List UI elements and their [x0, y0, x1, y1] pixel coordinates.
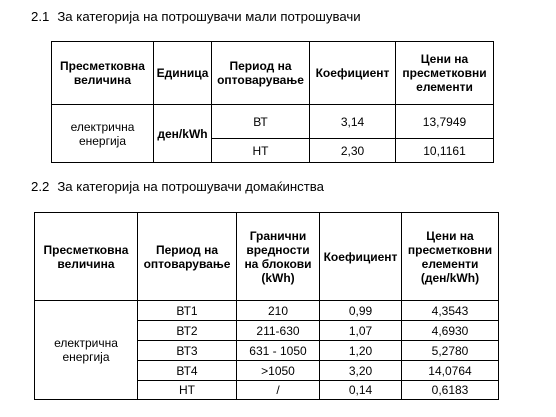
cell-coefficient: 0,99: [320, 301, 402, 321]
cell-price: 5,2780: [402, 341, 499, 361]
cell-limit: 210: [237, 301, 320, 321]
header-coefficient: Коефициент: [310, 42, 396, 105]
cell-limit: 211-630: [237, 321, 320, 341]
header-block-limits: Гранични вредности на блокови (kWh): [237, 213, 320, 301]
households-table: [34, 212, 499, 400]
cell-price: 13,7949: [396, 105, 494, 139]
cell-price: 4,3543: [402, 301, 499, 321]
cell-coefficient: 3,14: [310, 105, 396, 139]
cell-coefficient: 3,20: [320, 361, 402, 381]
cell-period: НТ: [212, 139, 310, 163]
section-1-heading: [31, 9, 361, 25]
header-period: Период на оптоварување: [138, 213, 237, 301]
section-2-title: За категорија на потрошувачи домаќинства: [57, 179, 324, 194]
cell-limit: >1050: [237, 361, 320, 381]
table-header-row: [52, 42, 494, 105]
header-period: Период на оптоварување: [212, 42, 310, 105]
cell-price: 0,6183: [402, 381, 499, 400]
section-1-title: За категорија на потрошувачи мали потрошувачи: [57, 9, 361, 24]
header-unit: Единица: [154, 42, 212, 105]
cell-period: ВТ: [212, 105, 310, 139]
cell-period: НТ: [138, 381, 237, 400]
cell-unit: ден/kWh: [154, 105, 212, 163]
header-price: Цени на пресметковни елементи: [396, 42, 494, 105]
cell-quantity: електрична енергија: [35, 301, 138, 400]
table-header-row: [35, 213, 499, 301]
header-quantity: Пресметковна величина: [52, 42, 154, 105]
cell-coefficient: 1,20: [320, 341, 402, 361]
cell-price: 4,6930: [402, 321, 499, 341]
cell-price: 10,1161: [396, 139, 494, 163]
header-coefficient: Коефициент: [320, 213, 402, 301]
section-1-number: 2.1: [31, 9, 50, 24]
cell-period: ВТ4: [138, 361, 237, 381]
cell-quantity: електрична енергија: [52, 105, 154, 163]
cell-period: ВТ3: [138, 341, 237, 361]
cell-coefficient: 1,07: [320, 321, 402, 341]
table-row: [35, 301, 499, 321]
header-quantity: Пресметковна величина: [35, 213, 138, 301]
cell-limit: 631 - 1050: [237, 341, 320, 361]
cell-coefficient: 0,14: [320, 381, 402, 400]
cell-coefficient: 2,30: [310, 139, 396, 163]
small-consumers-table: [51, 41, 494, 163]
cell-limit: /: [237, 381, 320, 400]
section-2-number: 2.2: [31, 179, 50, 194]
header-price: Цени на пресметковни елементи (ден/kWh): [402, 213, 499, 301]
section-2-heading: [31, 179, 324, 195]
cell-period: ВТ2: [138, 321, 237, 341]
cell-period: ВТ1: [138, 301, 237, 321]
table-row: [52, 105, 494, 139]
cell-price: 14,0764: [402, 361, 499, 381]
